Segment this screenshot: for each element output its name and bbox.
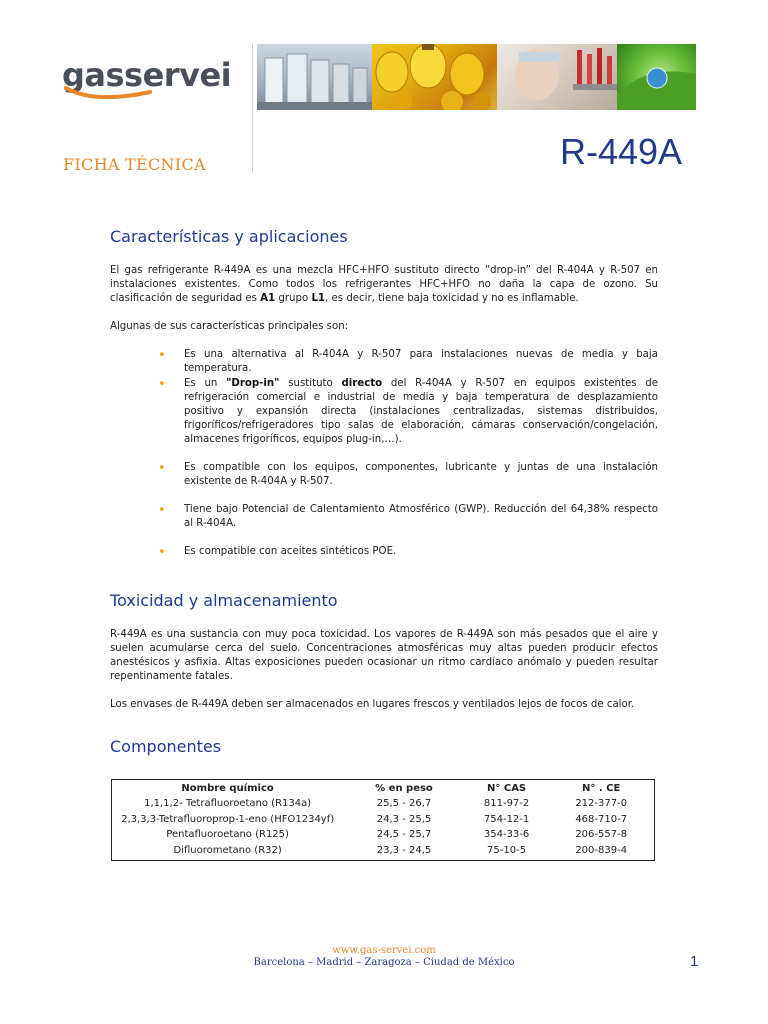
feature-list-item: Tiene bajo Potencial de Calentamiento Atmosférico (GWP). Reducción del 64,38% respecto al R-404A. bbox=[184, 504, 658, 529]
logo-wordmark: gasservei bbox=[62, 56, 232, 94]
page-number: 1 bbox=[690, 953, 699, 970]
weight-percent-cell: 23,3 - 24,5 bbox=[376, 844, 432, 856]
banner-earth-leaf-image bbox=[617, 44, 696, 110]
weight-percent-cell: 24,5 - 25,7 bbox=[376, 829, 432, 841]
table-row bbox=[112, 843, 654, 859]
section-heading-toxicity: Toxicidad y almacenamiento bbox=[110, 591, 338, 610]
storage-paragraph: Los envases de R-449A deben ser almacenados en lugares frescos y ventilados lejos de focos de calor. bbox=[110, 699, 635, 710]
feature-text-part: Es un bbox=[184, 378, 227, 389]
bullet-dot-icon: • bbox=[158, 461, 166, 476]
ce-number-cell: 200-839-4 bbox=[575, 844, 628, 856]
cas-number-cell: 75-10-5 bbox=[487, 844, 527, 856]
chemical-name-cell: Pentafluoroetano (R125) bbox=[166, 829, 289, 841]
column-header: N° CAS bbox=[487, 782, 527, 794]
column-header: N° . CE bbox=[582, 782, 621, 794]
banner-gas-bottles-image bbox=[372, 44, 497, 110]
intro-text-part: , es decir, tiene baja toxicidad y no es inflamable. bbox=[325, 293, 579, 304]
table-row bbox=[112, 827, 654, 843]
intro-paragraph bbox=[110, 264, 658, 306]
weight-percent-cell: 24,3 - 25,5 bbox=[376, 813, 432, 825]
bullet-dot-icon: • bbox=[158, 348, 166, 363]
header-banner-image bbox=[257, 44, 696, 110]
bullet-dot-icon: • bbox=[158, 377, 166, 392]
drop-in-term: "Drop-in" bbox=[226, 378, 280, 389]
document-type-label: FICHA TÉCNICA bbox=[63, 155, 206, 174]
table-header-row bbox=[112, 780, 654, 796]
table-row bbox=[112, 796, 654, 812]
ce-number-cell: 206-557-8 bbox=[575, 829, 628, 841]
feature-list-item: Es una alternativa al R-404A y R-507 para instalaciones nuevas de media y baja temperatura. bbox=[184, 349, 658, 374]
safety-class-value: A1 bbox=[260, 293, 276, 304]
feature-list-item bbox=[184, 377, 658, 447]
product-title: R-449A bbox=[560, 131, 683, 172]
intro-text-part: El gas refrigerante R-449A es una mezcla HFC+HFO sustituto directo “drop-in” del R-404A y R-507 en instalaciones existentes. Como todos los refrigerantes HFC+HFO no daña la capa de ozono. Su clasificación de seguridad es bbox=[110, 265, 658, 304]
column-header: % en peso bbox=[375, 782, 433, 794]
company-logo bbox=[62, 56, 232, 106]
components-table bbox=[111, 779, 655, 861]
section-heading-characteristics: Características y aplicaciones bbox=[110, 227, 348, 246]
chemical-name-cell: 2,3,3,3-Tetrafluoroprop-1-eno (HFO1234yf) bbox=[121, 813, 335, 825]
bullet-dot-icon: • bbox=[158, 503, 166, 518]
column-header: Nombre químico bbox=[181, 782, 274, 794]
safety-group-value: L1 bbox=[311, 293, 326, 304]
features-intro-paragraph: Algunas de sus características principales son: bbox=[110, 321, 349, 332]
bullet-dot-icon: • bbox=[158, 545, 166, 560]
footer-website-link[interactable]: www.gas-servei.com bbox=[332, 945, 436, 956]
feature-text-part: del R-404A y R-507 en equipos existentes de refrigeración comercial e industrial de media y baja temperatura de desplazamiento positivo y expansión directa (instalaciones centralizadas, sistemas distribuidos, frigoríficos/refrigeradores tipo salas de elaboración, cámaras conservación/congelación, almacenes frigoríficos, equipos plug-in,…). bbox=[184, 378, 658, 445]
banner-lab-image bbox=[497, 44, 617, 110]
cas-number-cell: 354-33-6 bbox=[483, 829, 530, 841]
ce-number-cell: 468-710-7 bbox=[575, 813, 628, 825]
chemical-name-cell: Difluorometano (R32) bbox=[173, 844, 282, 856]
table-row bbox=[112, 812, 654, 828]
header-divider bbox=[252, 44, 253, 172]
toxicity-paragraph: R-449A es una sustancia con muy poca toxicidad. Los vapores de R-449A son más pesados que el aire y suelen acumularse cerca del suelo. Concentraciones atmosféricas muy altas pueden producir efectos anestésicos y asfixia. Altas exposiciones pueden ocasionar un ritmo cardíaco anómalo y pueden resultar repentinamente fatales. bbox=[110, 629, 658, 682]
intro-text-part: grupo bbox=[275, 293, 312, 304]
chemical-name-cell: 1,1,1,2- Tetrafluoroetano (R134a) bbox=[144, 798, 312, 810]
feature-text-part: sustituto bbox=[279, 378, 342, 389]
footer-cities: Barcelona – Madrid – Zaragoza – Ciudad de México bbox=[253, 957, 515, 968]
ce-number-cell: 212-377-0 bbox=[575, 798, 628, 810]
logo-swoosh-icon bbox=[64, 86, 154, 102]
section-heading-components: Componentes bbox=[110, 737, 222, 756]
cas-number-cell: 754-12-1 bbox=[483, 813, 530, 825]
feature-list-item: Es compatible con aceites sintéticos POE. bbox=[184, 546, 397, 557]
cas-number-cell: 811-97-2 bbox=[483, 798, 530, 810]
direct-term: directo bbox=[341, 378, 383, 389]
feature-list-item: Es compatible con los equipos, componentes, lubricante y juntas de una instalación existente de R-404A y R-507. bbox=[184, 462, 658, 487]
weight-percent-cell: 25,5 - 26,7 bbox=[376, 798, 432, 810]
banner-tanks-image bbox=[257, 44, 372, 110]
